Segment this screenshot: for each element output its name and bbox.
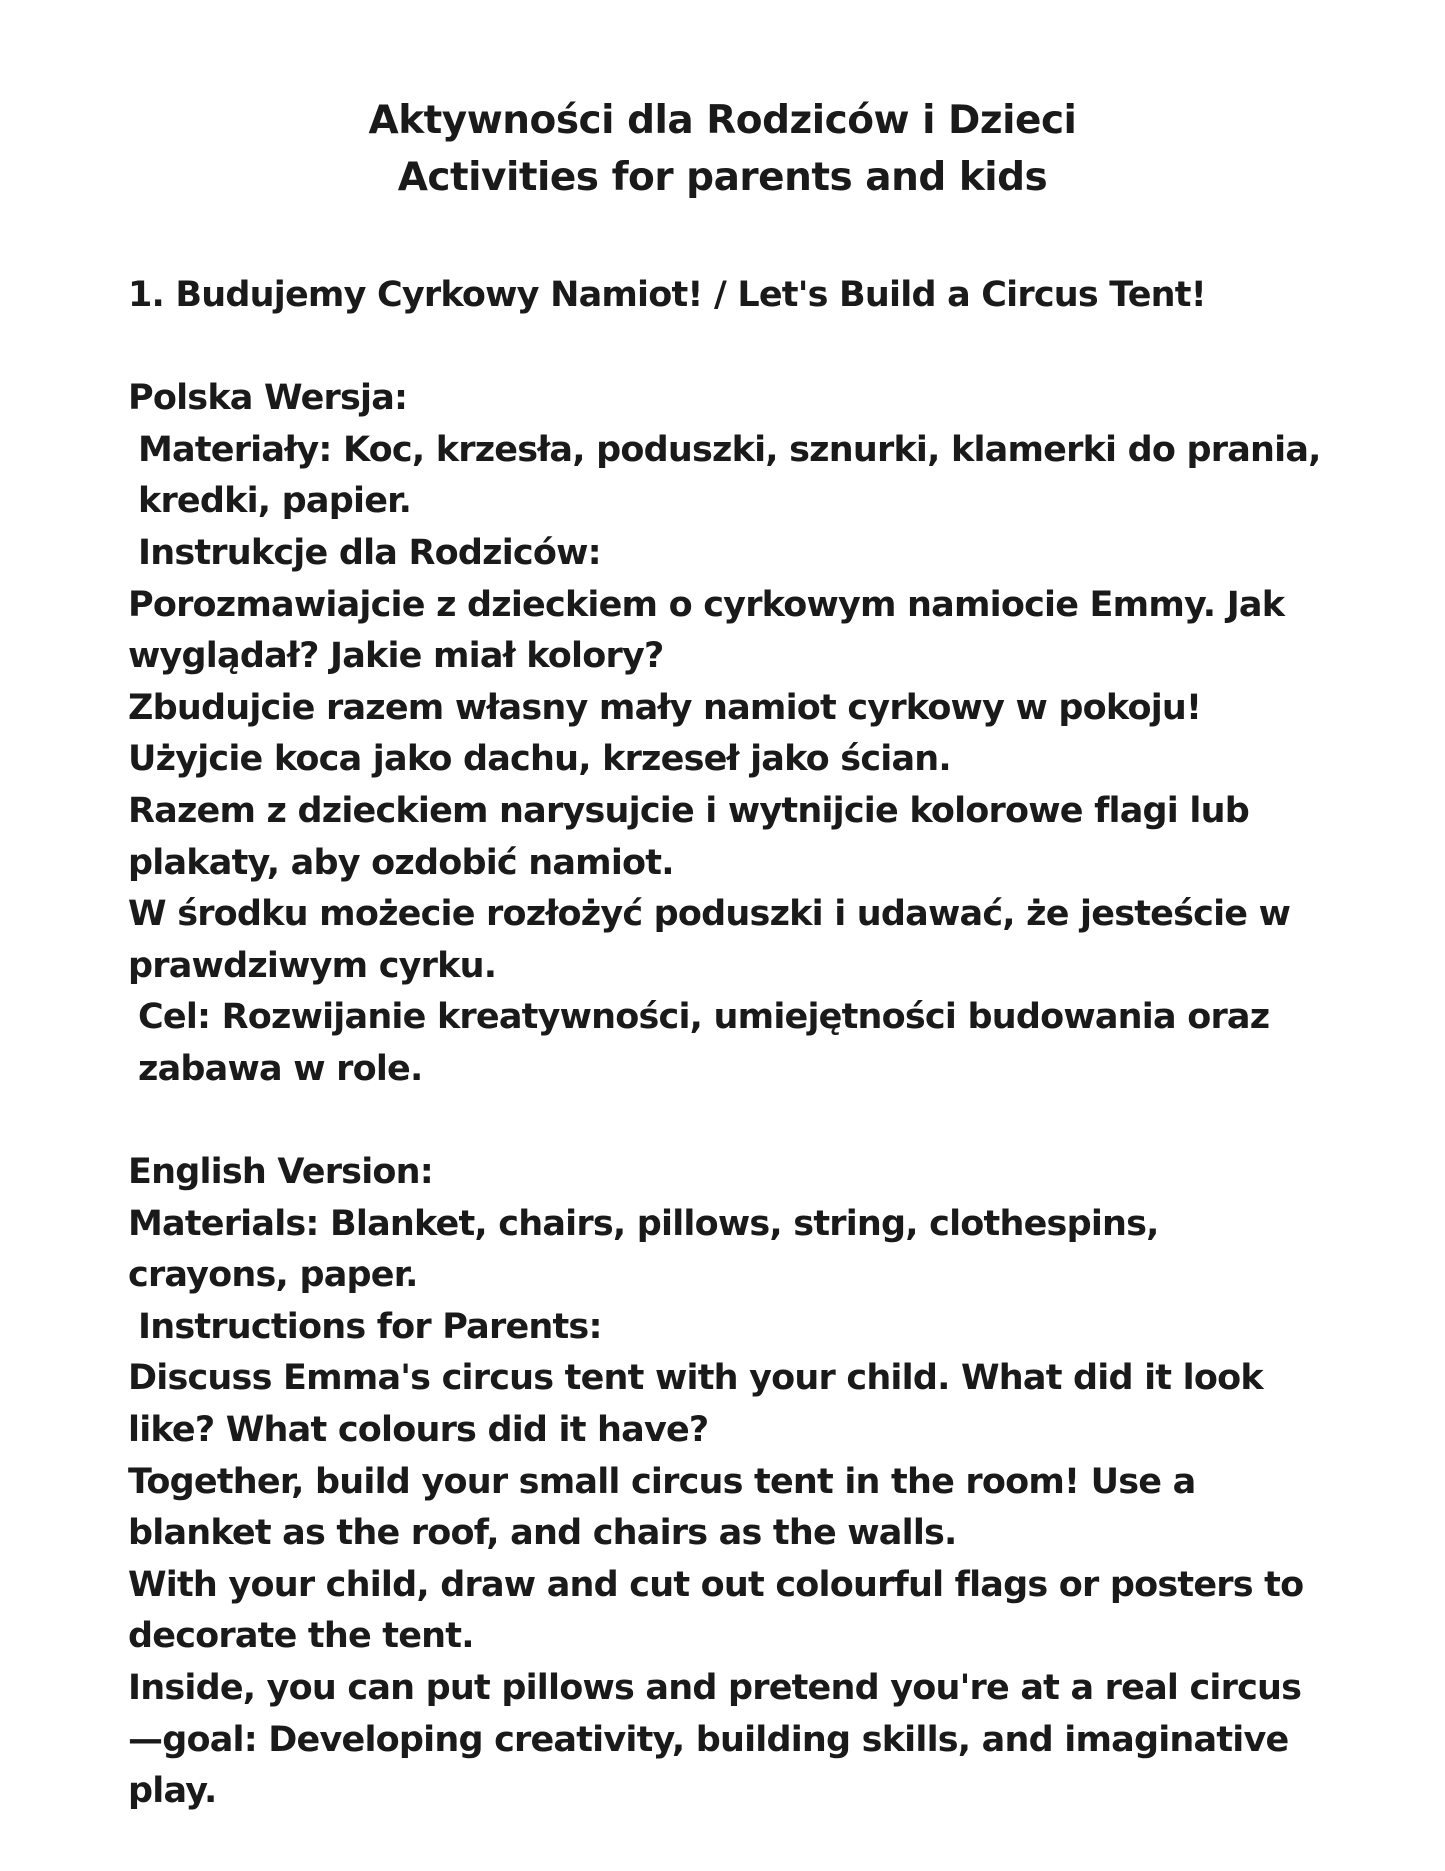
english-version-label: English Version: <box>128 1152 433 1193</box>
polish-step-3: Razem z dzieckiem narysujcie i wytnijcie kolorowe flagi lub plakaty, aby ozdobić namiot. <box>128 790 1249 883</box>
polish-materials: Materiały: Koc, krzesła, poduszki, sznurki, klamerki do prania, kredki, papier. <box>138 429 1321 522</box>
polish-goal: Cel: Rozwijanie kreatywności, umiejętności budowania oraz zabawa w role. <box>138 997 1270 1089</box>
polish-step-2: Zbudujcie razem własny mały namiot cyrkowy w pokoju! Użyjcie koca jako dachu, krzeseł jako ścian. <box>128 687 1202 780</box>
english-instructions-label: Instructions for Parents: <box>138 1306 602 1347</box>
document-title <box>0 92 1445 206</box>
polish-version-label: Polska Wersja: <box>128 378 408 419</box>
activity-heading: 1. Budujemy Cyrkowy Namiot! / Let's Build a Circus Tent! <box>128 275 1206 315</box>
polish-step-4: W środku możecie rozłożyć poduszki i udawać, że jesteście w prawdziwym cyrku. <box>128 894 1291 986</box>
polish-instructions-label: Instrukcje dla Rodziców: <box>138 532 601 573</box>
english-step-4: Inside, you can put pillows and pretend you're at a real circus—goal: Developing creativity, building skills, and imaginative play. <box>128 1668 1302 1812</box>
english-step-1: Discuss Emma's circus tent with your child. What did it look like? What colours did it have? <box>128 1358 1263 1451</box>
title-english: Activities for parents and kids <box>397 155 1048 200</box>
english-materials: Materials: Blanket, chairs, pillows, string, clothespins, crayons, paper. <box>128 1203 1159 1296</box>
polish-step-1: Porozmawiajcie z dzieckiem o cyrkowym namiocie Emmy. Jak wyglądał? Jakie miał kolory? <box>128 584 1285 677</box>
english-step-3: With your child, draw and cut out colourful flags or posters to decorate the tent. <box>128 1564 1304 1657</box>
english-step-2: Together, build your small circus tent in the room! Use a blanket as the roof, and chairs as the walls. <box>128 1461 1196 1554</box>
title-polish: Aktywności dla Rodziców i Dzieci <box>368 98 1077 143</box>
document-body <box>128 270 1328 1818</box>
